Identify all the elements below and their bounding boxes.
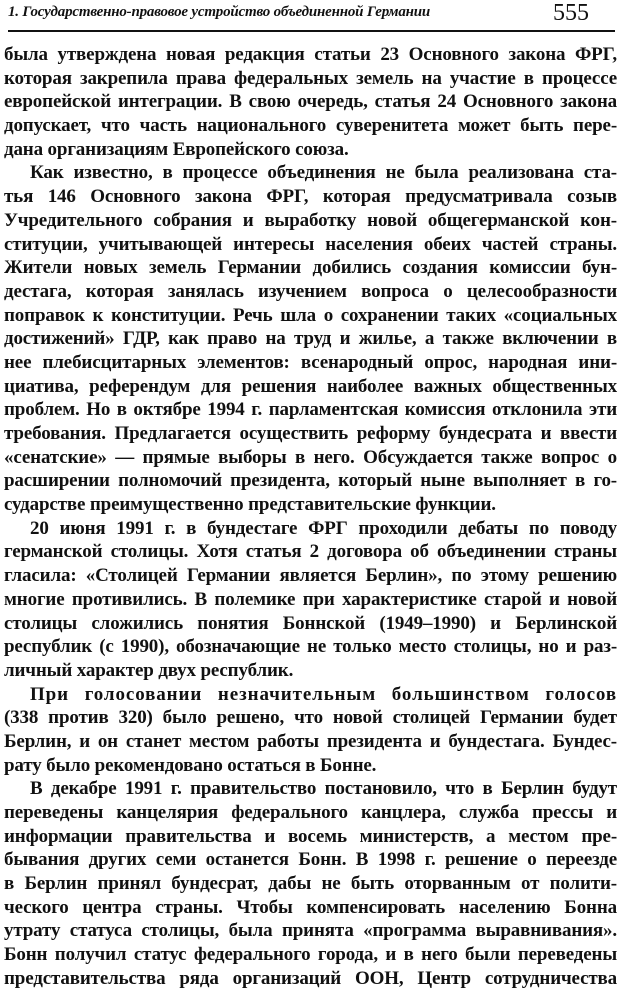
text-line: достижений» ГДР, как право на труд и жилье, а также включении в [4, 328, 617, 350]
text-line: столицы сложились понятия Боннской (1949–1990) и Берлинской [4, 612, 617, 634]
text-line: германской столицы. Хотя статья 2 договора об объединении страны [4, 541, 617, 563]
text-line: нее плебисцитарных элементов: всенародный опрос, народная ини- [4, 351, 617, 373]
text-line: требования. Предлагается осуществить реформу бундесрата и ввести [4, 423, 617, 444]
text-line: поправок к конституции. Речь шла о сохранении таких «социальных [4, 304, 617, 326]
running-header [6, 0, 617, 34]
text-line: европейской интеграции. В свою очередь, статья 24 Основного закона [4, 91, 617, 113]
text-line: допускает, что часть национального суверенитета может быть пере- [4, 115, 617, 137]
text-line: «сенатские» — прямые выборы в него. Обсуждается также вопрос о [4, 446, 617, 468]
text-line: дана организациям Европейского союза. [4, 138, 349, 160]
text-line: Берлин, и он станет местом работы президента и бундестага. Бундес- [4, 730, 617, 752]
header-rule [8, 30, 615, 32]
text-line: проблем. Но в октябре 1994 г. парламентская комиссия отклонила эти [4, 399, 617, 421]
text-line: которая закрепила права федеральных земель на участие в процессе [4, 67, 617, 89]
text-line: бывания других семи останется Бонн. В 1998 г. решение о переезде [4, 849, 617, 871]
text-line: личный характер двух республик. [4, 659, 294, 681]
text-line: Жители новых земель Германии добились создания комиссии бун- [4, 257, 617, 279]
running-title: 1. Государственно-правовое устройство объединенной Германии [8, 4, 431, 20]
text-line: утрату статуса столицы, была принята «программа выравнивания». [4, 920, 617, 942]
text-line: Бонн получил статус федерального города, и в него были переведены [4, 944, 617, 966]
text-line: расширении полномочий президента, который ныне выполняет в го- [4, 470, 617, 492]
text-line: ституции, учитывающей интересы населения обеих частей страны. [4, 233, 617, 255]
text-line: республик (с 1990), обозначающие не только место столицы, но и раз- [4, 636, 617, 658]
text-line: представительства ряда организаций ООН, Центр сотрудничества [4, 967, 617, 989]
text-line: переведены канцелярия федерального канцлера, служба прессы и [4, 802, 617, 823]
text-line: ческого центра страны. Чтобы компенсировать населению Бонна [4, 896, 617, 918]
text-line: тья 146 Основного закона ФРГ, которая предусматривала созыв [4, 186, 617, 208]
text-line: (338 против 320) было решено, что новой столицей Германии будет [4, 707, 617, 729]
text-line: многие противились. В полемике при характеристике старой и новой [4, 588, 617, 610]
text-line: была утверждена новая редакция статьи 23 Основного закона ФРГ, [4, 44, 617, 65]
text-line: 20 июня 1991 г. в бундестаге ФРГ проходили дебаты по поводу [30, 517, 617, 539]
text-line: Как известно, в процессе объединения не была реализована ста- [30, 162, 617, 184]
text-line: рату было рекомендовано остаться в Бонне. [4, 754, 377, 776]
text-line: в Берлин принял бундесрат, дабы не быть оторванным от полити- [4, 873, 617, 895]
text-line: гласила: «Столицей Германии является Берлин», по этому решению [4, 565, 617, 587]
text-line: сударстве преимущественно представительские функции. [4, 494, 496, 516]
text-line: циатива, референдум для решения наиболее важных общественных [4, 375, 617, 397]
text-line: Учредительного собрания и выработку новой общегерманской кон- [4, 209, 617, 231]
text-line: При голосовании незначительным большинством голосов [30, 683, 617, 705]
page-number: 555 [553, 0, 589, 26]
body-text [4, 43, 617, 991]
text-line: информации правительства и восемь министерств, а местом пре- [4, 825, 617, 847]
text-line: В декабре 1991 г. правительство постановило, что в Берлин будут [30, 778, 617, 800]
text-line: дестага, которая занялась изучением вопроса о целесообразности [4, 280, 617, 302]
